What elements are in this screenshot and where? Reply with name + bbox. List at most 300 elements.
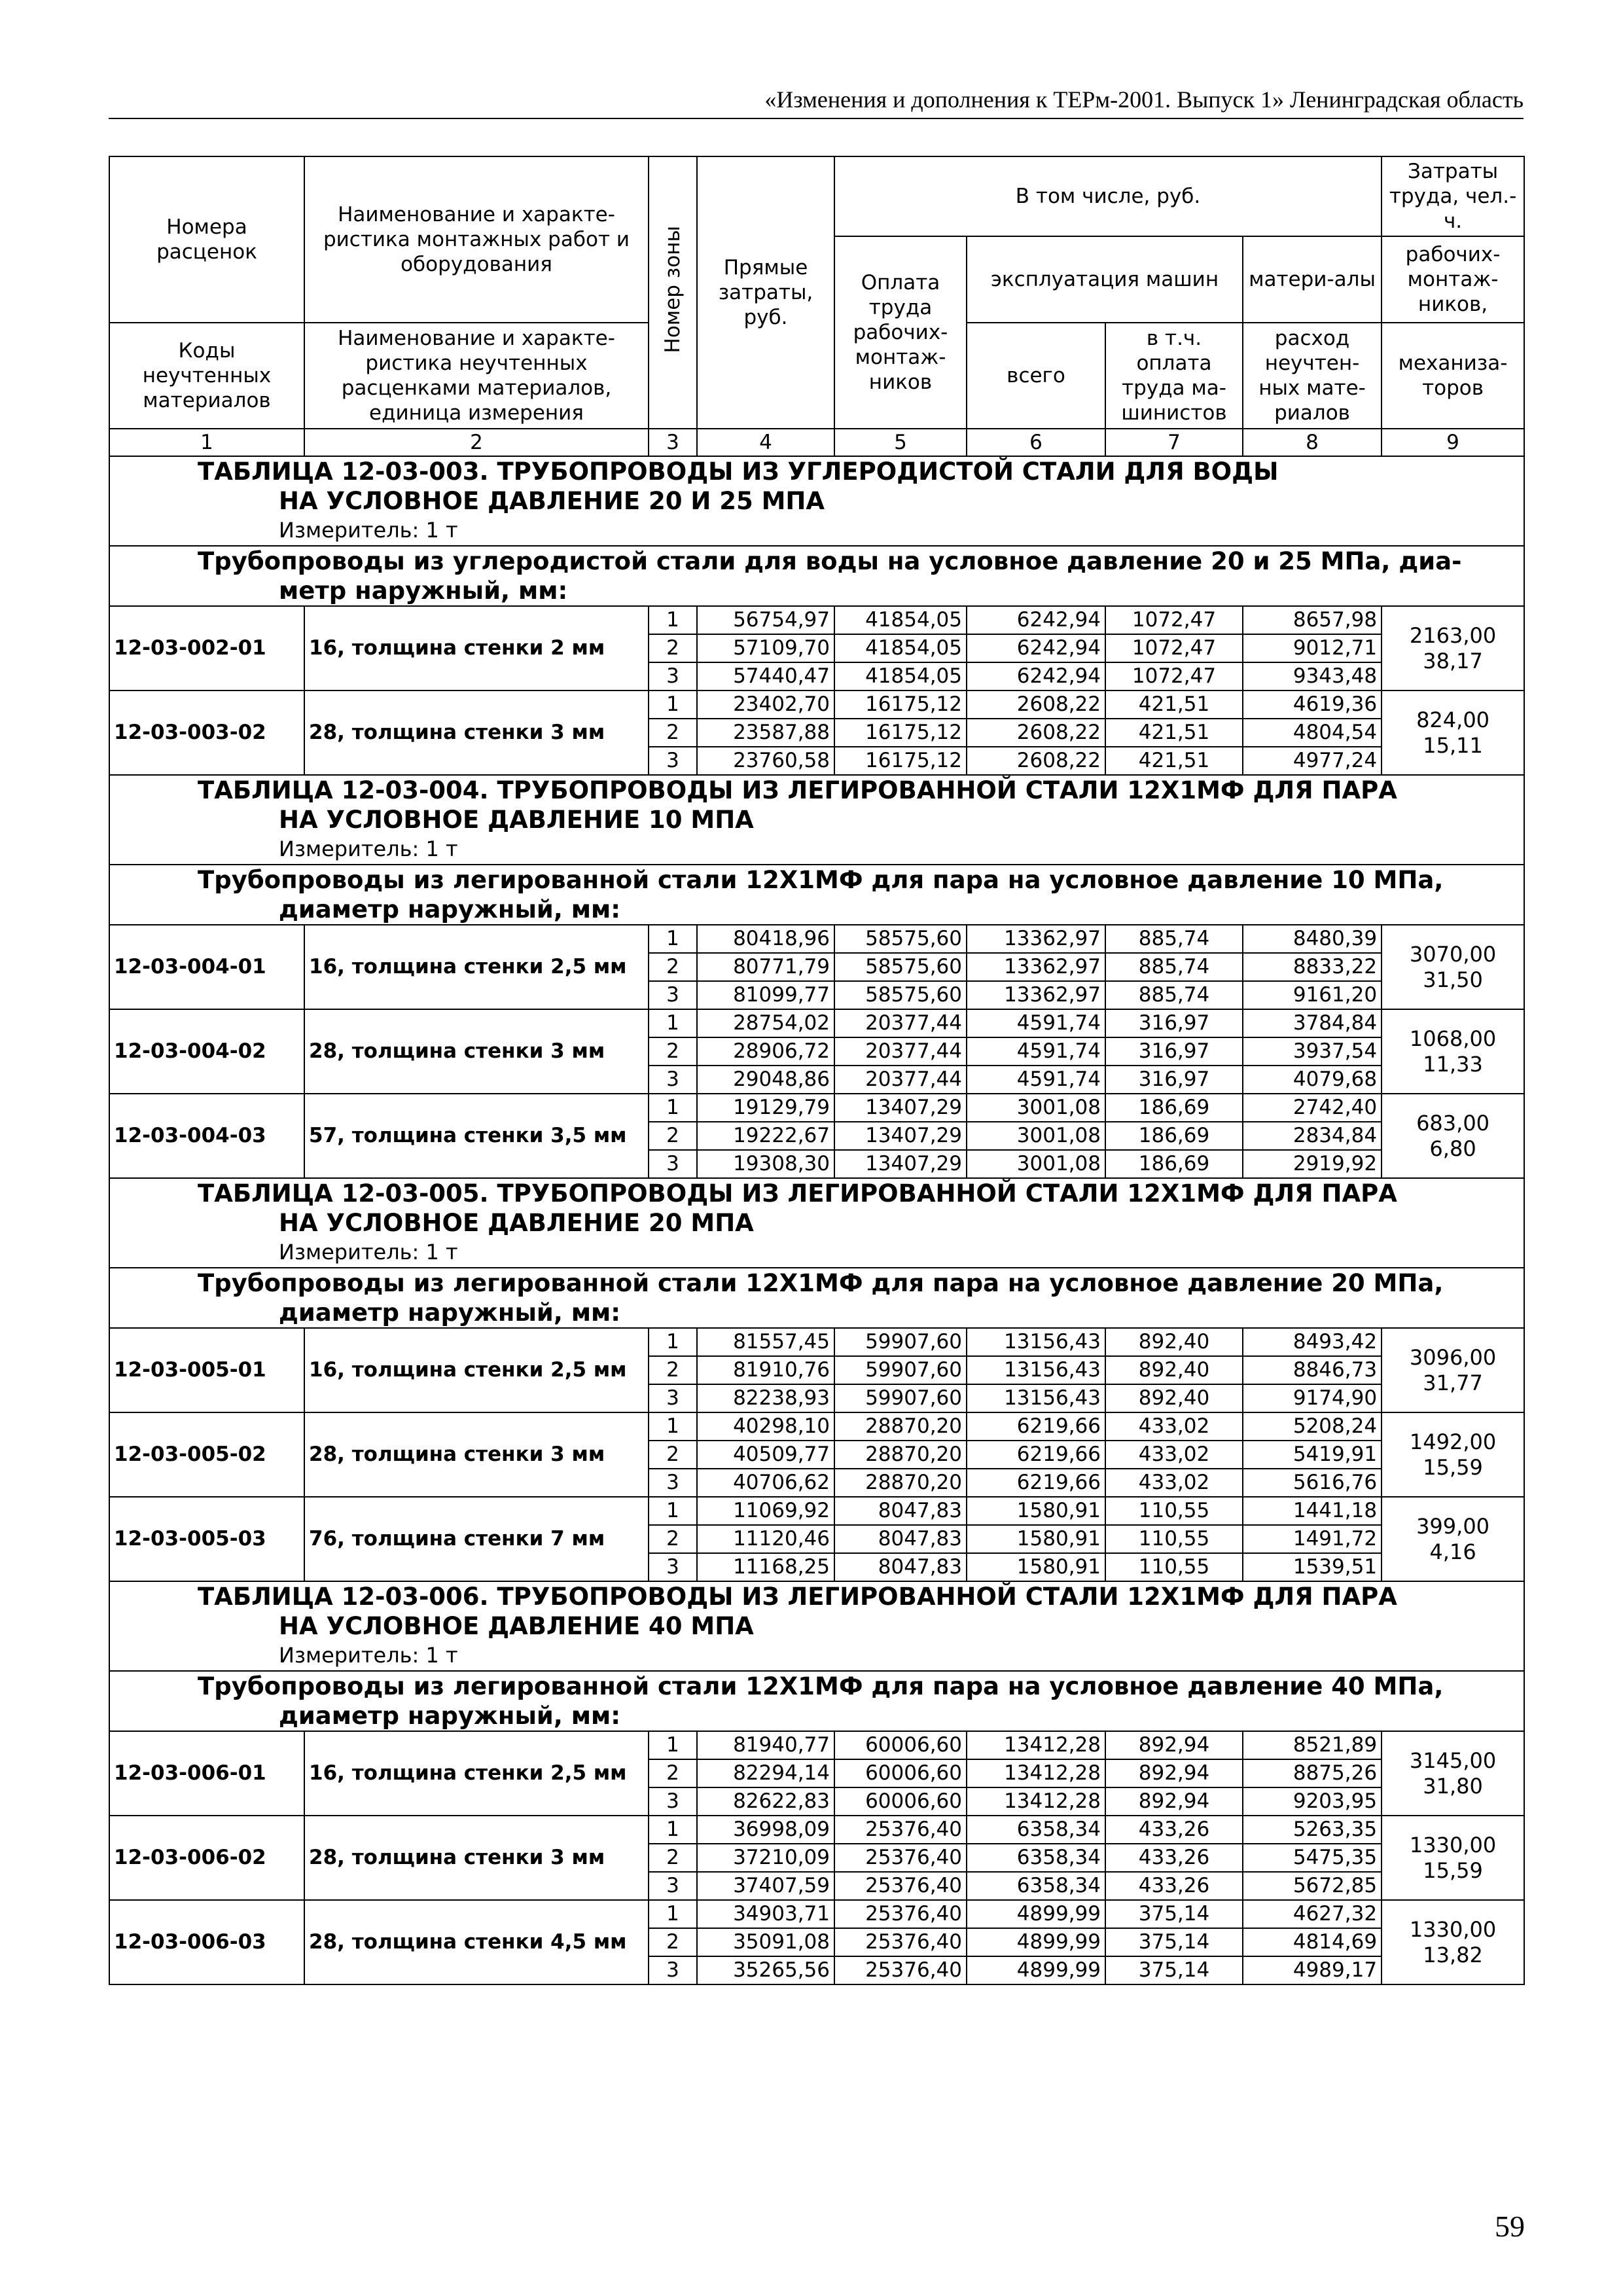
materials: 2919,92 [1243, 1150, 1382, 1178]
wages: 20377,44 [834, 1066, 967, 1094]
machines-total: 13362,97 [967, 925, 1105, 953]
section-title-row [109, 456, 1524, 546]
labor-workers: 2163,00 [1409, 622, 1497, 648]
machines-total: 13156,43 [967, 1356, 1105, 1384]
labor-machinists: 4,16 [1429, 1539, 1476, 1564]
wages: 13407,29 [834, 1122, 967, 1150]
machinist-wages: 892,94 [1105, 1731, 1243, 1759]
machines-total: 2608,22 [967, 691, 1105, 719]
labor-machinists: 38,17 [1423, 648, 1483, 673]
materials: 9343,48 [1243, 662, 1382, 691]
zone-number: 1 [649, 1328, 697, 1356]
rate-code: 12-03-002-01 [109, 606, 304, 691]
labor-machinists: 31,80 [1423, 1773, 1483, 1799]
direct-costs: 28754,02 [697, 1009, 834, 1037]
rate-code: 12-03-004-01 [109, 925, 304, 1009]
machines-total: 1580,91 [967, 1553, 1105, 1581]
section-title: ТАБЛИЦА 12-03-003. ТРУБОПРОВОДЫ ИЗ УГЛЕРОДИСТОЙ СТАЛИ ДЛЯ ВОДЫ [198, 457, 1279, 486]
machines-total: 13156,43 [967, 1328, 1105, 1356]
wages: 28870,20 [834, 1441, 967, 1469]
zone-number: 2 [649, 1441, 697, 1469]
header-wages: Оплата труда рабочих-монтаж-ников [834, 236, 967, 429]
section-measure: Измеритель: 1 т [279, 518, 458, 543]
materials: 4804,54 [1243, 719, 1382, 747]
materials: 2742,40 [1243, 1094, 1382, 1122]
wages: 25376,40 [834, 1844, 967, 1872]
wages: 58575,60 [834, 953, 967, 981]
header-machines-total: всего [967, 323, 1105, 429]
machines-total: 4899,99 [967, 1900, 1105, 1928]
labor-workers: 1330,00 [1409, 1916, 1497, 1942]
materials: 5208,24 [1243, 1412, 1382, 1441]
machinist-wages: 885,74 [1105, 981, 1243, 1009]
labor-machinists: 31,77 [1423, 1370, 1483, 1395]
rate-code: 12-03-005-01 [109, 1328, 304, 1412]
section-title-cell [109, 775, 1524, 865]
machinist-wages: 316,97 [1105, 1037, 1243, 1066]
machines-total: 6219,66 [967, 1412, 1105, 1441]
zone-number: 2 [649, 1122, 697, 1150]
wages: 41854,05 [834, 634, 967, 662]
work-name: 57, толщина стенки 3,5 мм [304, 1094, 649, 1178]
machinist-wages: 421,51 [1105, 719, 1243, 747]
section-measure: Измеритель: 1 т [279, 1240, 458, 1265]
machines-total: 2608,22 [967, 719, 1105, 747]
zone-number: 2 [649, 634, 697, 662]
wages: 41854,05 [834, 662, 967, 691]
machines-total: 13412,28 [967, 1731, 1105, 1759]
machines-total: 3001,08 [967, 1094, 1105, 1122]
direct-costs: 34903,71 [697, 1900, 834, 1928]
machines-total: 13156,43 [967, 1384, 1105, 1412]
wages: 58575,60 [834, 925, 967, 953]
rate-code: 12-03-005-03 [109, 1497, 304, 1581]
materials: 5616,76 [1243, 1469, 1382, 1497]
machinist-wages: 892,40 [1105, 1328, 1243, 1356]
table-body [109, 456, 1524, 1984]
section-subtitle-cell [109, 1268, 1524, 1328]
direct-costs: 36998,09 [697, 1816, 834, 1844]
materials: 1539,51 [1243, 1553, 1382, 1581]
zone-number: 2 [649, 1759, 697, 1787]
section-subtitle-row [109, 865, 1524, 925]
materials: 5263,35 [1243, 1816, 1382, 1844]
machines-total: 4899,99 [967, 1956, 1105, 1984]
materials: 2834,84 [1243, 1122, 1382, 1150]
zone-number: 3 [649, 1956, 697, 1984]
header-material-names: Наименование и характе-ристика неучтенных расценками материалов, единица измерения [304, 323, 649, 429]
labor-costs [1382, 1900, 1524, 1984]
wages: 20377,44 [834, 1009, 967, 1037]
column-number: 5 [834, 429, 967, 456]
rate-code: 12-03-006-03 [109, 1900, 304, 1984]
machines-total: 13362,97 [967, 981, 1105, 1009]
rate-code: 12-03-004-02 [109, 1009, 304, 1094]
labor-workers: 1330,00 [1409, 1832, 1497, 1857]
header-labor-machinists: механиза-торов [1382, 323, 1524, 429]
section-subtitle-cont: метр наружный, мм: [279, 577, 568, 605]
direct-costs: 40298,10 [697, 1412, 834, 1441]
materials: 8833,22 [1243, 953, 1382, 981]
direct-costs: 82294,14 [697, 1759, 834, 1787]
materials: 8493,42 [1243, 1328, 1382, 1356]
machines-total: 3001,08 [967, 1150, 1105, 1178]
zone-number: 1 [649, 925, 697, 953]
machinist-wages: 433,26 [1105, 1816, 1243, 1844]
wages: 16175,12 [834, 719, 967, 747]
section-subtitle-cont: диаметр наружный, мм: [279, 895, 621, 924]
machinist-wages: 375,14 [1105, 1928, 1243, 1956]
materials: 9161,20 [1243, 981, 1382, 1009]
header-machinist-wages: в т.ч. оплата труда ма-шинистов [1105, 323, 1243, 429]
materials: 8480,39 [1243, 925, 1382, 953]
zone-number: 1 [649, 1816, 697, 1844]
machinist-wages: 892,40 [1105, 1356, 1243, 1384]
labor-workers: 1068,00 [1409, 1026, 1497, 1051]
table-row [109, 1328, 1524, 1356]
zone-number: 1 [649, 1412, 697, 1441]
direct-costs: 29048,86 [697, 1066, 834, 1094]
direct-costs: 57440,47 [697, 662, 834, 691]
section-title: ТАБЛИЦА 12-03-005. ТРУБОПРОВОДЫ ИЗ ЛЕГИРОВАННОЙ СТАЛИ 12Х1МФ ДЛЯ ПАРА [198, 1179, 1397, 1208]
machinist-wages: 1072,47 [1105, 606, 1243, 634]
materials: 8846,73 [1243, 1356, 1382, 1384]
table-header [109, 156, 1524, 456]
section-title-cont: НА УСЛОВНОЕ ДАВЛЕНИЕ 10 МПА [279, 806, 754, 834]
work-name: 28, толщина стенки 3 мм [304, 1009, 649, 1094]
materials: 9203,95 [1243, 1787, 1382, 1816]
labor-costs [1382, 1412, 1524, 1497]
section-subtitle-row [109, 1268, 1524, 1328]
materials: 4619,36 [1243, 691, 1382, 719]
zone-number: 1 [649, 1497, 697, 1525]
machinist-wages: 892,40 [1105, 1384, 1243, 1412]
direct-costs: 23760,58 [697, 747, 834, 775]
wages: 60006,60 [834, 1787, 967, 1816]
materials: 3784,84 [1243, 1009, 1382, 1037]
zone-number: 1 [649, 1009, 697, 1037]
labor-machinists: 11,33 [1423, 1051, 1483, 1077]
section-subtitle-cell [109, 1671, 1524, 1731]
machines-total: 6219,66 [967, 1441, 1105, 1469]
labor-machinists: 31,50 [1423, 967, 1483, 992]
header-machines: эксплуатация машин [967, 236, 1243, 323]
wages: 13407,29 [834, 1150, 967, 1178]
direct-costs: 28906,72 [697, 1037, 834, 1066]
materials: 1441,18 [1243, 1497, 1382, 1525]
labor-costs [1382, 1328, 1524, 1412]
direct-costs: 23587,88 [697, 719, 834, 747]
wages: 25376,40 [834, 1928, 967, 1956]
section-title-cont: НА УСЛОВНОЕ ДАВЛЕНИЕ 40 МПА [279, 1612, 754, 1640]
column-number: 9 [1382, 429, 1524, 456]
zone-number: 2 [649, 1928, 697, 1956]
rate-code: 12-03-004-03 [109, 1094, 304, 1178]
direct-costs: 82238,93 [697, 1384, 834, 1412]
machinist-wages: 433,26 [1105, 1844, 1243, 1872]
wages: 41854,05 [834, 606, 967, 634]
zone-number: 3 [649, 747, 697, 775]
machines-total: 4591,74 [967, 1009, 1105, 1037]
zone-number: 3 [649, 662, 697, 691]
materials: 4627,32 [1243, 1900, 1382, 1928]
running-header: «Изменения и дополнения к ТЕРм-2001. Выпуск 1» Ленинградская область [109, 84, 1524, 119]
machinist-wages: 421,51 [1105, 747, 1243, 775]
materials: 8521,89 [1243, 1731, 1382, 1759]
header-zone [649, 156, 697, 429]
labor-workers: 3096,00 [1409, 1344, 1497, 1370]
direct-costs: 81910,76 [697, 1356, 834, 1384]
machines-total: 13412,28 [967, 1759, 1105, 1787]
header-materials: матери-алы [1243, 236, 1382, 323]
rate-code: 12-03-003-02 [109, 691, 304, 775]
materials: 5419,91 [1243, 1441, 1382, 1469]
column-number: 2 [304, 429, 649, 456]
wages: 20377,44 [834, 1037, 967, 1066]
column-number: 3 [649, 429, 697, 456]
section-subtitle-cell [109, 546, 1524, 606]
materials: 1491,72 [1243, 1525, 1382, 1553]
wages: 28870,20 [834, 1469, 967, 1497]
machines-total: 4591,74 [967, 1037, 1105, 1066]
section-subtitle: Трубопроводы из легированной стали 12Х1МФ для пара на условное давление 20 МПа, [198, 1269, 1444, 1297]
labor-workers: 399,00 [1416, 1513, 1490, 1539]
zone-number: 3 [649, 1872, 697, 1900]
direct-costs: 81099,77 [697, 981, 834, 1009]
labor-costs [1382, 1497, 1524, 1581]
wages: 8047,83 [834, 1553, 967, 1581]
machinist-wages: 885,74 [1105, 953, 1243, 981]
labor-machinists: 6,80 [1429, 1136, 1476, 1161]
table-row [109, 1900, 1524, 1928]
wages: 59907,60 [834, 1328, 967, 1356]
column-number: 1 [109, 429, 304, 456]
labor-costs [1382, 691, 1524, 775]
zone-number: 1 [649, 1094, 697, 1122]
labor-machinists: 15,59 [1423, 1857, 1483, 1883]
materials: 4814,69 [1243, 1928, 1382, 1956]
section-subtitle: Трубопроводы из легированной стали 12Х1МФ для пара на условное давление 10 МПа, [198, 866, 1444, 894]
zone-number: 1 [649, 1900, 697, 1928]
header-work-name: Наименование и характе-ристика монтажных работ и оборудования [304, 156, 649, 323]
machinist-wages: 316,97 [1105, 1009, 1243, 1037]
table-row [109, 606, 1524, 634]
zone-number: 2 [649, 1356, 697, 1384]
machinist-wages: 433,02 [1105, 1469, 1243, 1497]
direct-costs: 19222,67 [697, 1122, 834, 1150]
machinist-wages: 433,02 [1105, 1441, 1243, 1469]
machinist-wages: 110,55 [1105, 1525, 1243, 1553]
machinist-wages: 892,94 [1105, 1787, 1243, 1816]
wages: 13407,29 [834, 1094, 967, 1122]
materials: 8657,98 [1243, 606, 1382, 634]
materials: 9174,90 [1243, 1384, 1382, 1412]
table-row [109, 1731, 1524, 1759]
section-title-cell [109, 456, 1524, 546]
wages: 16175,12 [834, 747, 967, 775]
machinist-wages: 316,97 [1105, 1066, 1243, 1094]
wages: 25376,40 [834, 1872, 967, 1900]
section-subtitle-row [109, 546, 1524, 606]
direct-costs: 57109,70 [697, 634, 834, 662]
work-name: 28, толщина стенки 4,5 мм [304, 1900, 649, 1984]
section-subtitle: Трубопроводы из углеродистой стали для воды на условное давление 20 и 25 МПа, диа- [198, 547, 1462, 575]
zone-number: 3 [649, 1066, 697, 1094]
wages: 59907,60 [834, 1384, 967, 1412]
direct-costs: 19308,30 [697, 1150, 834, 1178]
labor-machinists: 15,59 [1423, 1454, 1483, 1480]
machinist-wages: 433,02 [1105, 1412, 1243, 1441]
section-subtitle-cell [109, 865, 1524, 925]
header-labor-costs: Затраты труда, чел.-ч. [1382, 156, 1524, 236]
section-title-cont: НА УСЛОВНОЕ ДАВЛЕНИЕ 20 МПА [279, 1209, 754, 1237]
direct-costs: 35091,08 [697, 1928, 834, 1956]
work-name: 76, толщина стенки 7 мм [304, 1497, 649, 1581]
work-name: 16, толщина стенки 2,5 мм [304, 1328, 649, 1412]
labor-workers: 3070,00 [1409, 941, 1497, 967]
wages: 28870,20 [834, 1412, 967, 1441]
materials: 4989,17 [1243, 1956, 1382, 1984]
direct-costs: 56754,97 [697, 606, 834, 634]
labor-costs [1382, 1009, 1524, 1094]
machinist-wages: 885,74 [1105, 925, 1243, 953]
section-subtitle-cont: диаметр наружный, мм: [279, 1299, 621, 1327]
machines-total: 6358,34 [967, 1872, 1105, 1900]
direct-costs: 81557,45 [697, 1328, 834, 1356]
direct-costs: 81940,77 [697, 1731, 834, 1759]
machinist-wages: 433,26 [1105, 1872, 1243, 1900]
section-title-row [109, 1581, 1524, 1671]
direct-costs: 11168,25 [697, 1553, 834, 1581]
materials: 5672,85 [1243, 1872, 1382, 1900]
machines-total: 3001,08 [967, 1122, 1105, 1150]
table-row [109, 1412, 1524, 1441]
zone-number: 2 [649, 953, 697, 981]
section-title-cont: НА УСЛОВНОЕ ДАВЛЕНИЕ 20 И 25 МПА [279, 487, 825, 515]
header-material-consumption: расход неучтен-ных мате-риалов [1243, 323, 1382, 429]
table-row [109, 1816, 1524, 1844]
machinist-wages: 892,94 [1105, 1759, 1243, 1787]
machines-total: 1580,91 [967, 1525, 1105, 1553]
work-name: 16, толщина стенки 2 мм [304, 606, 649, 691]
section-subtitle-cont: диаметр наружный, мм: [279, 1702, 621, 1730]
table-row [109, 1009, 1524, 1037]
column-number: 8 [1243, 429, 1382, 456]
price-table [109, 156, 1525, 1985]
direct-costs: 37407,59 [697, 1872, 834, 1900]
machinist-wages: 375,14 [1105, 1900, 1243, 1928]
machines-total: 2608,22 [967, 747, 1105, 775]
header-labor-workers: рабочих-монтаж-ников, [1382, 236, 1524, 323]
zone-number: 2 [649, 1844, 697, 1872]
rate-code: 12-03-006-02 [109, 1816, 304, 1900]
zone-number: 1 [649, 1731, 697, 1759]
wages: 25376,40 [834, 1816, 967, 1844]
machines-total: 13362,97 [967, 953, 1105, 981]
labor-costs [1382, 606, 1524, 691]
machinist-wages: 375,14 [1105, 1956, 1243, 1984]
zone-number: 1 [649, 691, 697, 719]
wages: 58575,60 [834, 981, 967, 1009]
direct-costs: 35265,56 [697, 1956, 834, 1984]
machinist-wages: 186,69 [1105, 1150, 1243, 1178]
wages: 8047,83 [834, 1525, 967, 1553]
zone-number: 3 [649, 1553, 697, 1581]
machines-total: 4591,74 [967, 1066, 1105, 1094]
wages: 59907,60 [834, 1356, 967, 1384]
materials: 3937,54 [1243, 1037, 1382, 1066]
table-row [109, 1497, 1524, 1525]
column-number: 7 [1105, 429, 1243, 456]
zone-number: 3 [649, 1384, 697, 1412]
wages: 60006,60 [834, 1731, 967, 1759]
zone-number: 2 [649, 719, 697, 747]
machines-total: 1580,91 [967, 1497, 1105, 1525]
labor-costs [1382, 1731, 1524, 1816]
section-title-row [109, 1178, 1524, 1268]
wages: 25376,40 [834, 1900, 967, 1928]
zone-number: 3 [649, 1787, 697, 1816]
direct-costs: 40509,77 [697, 1441, 834, 1469]
wages: 16175,12 [834, 691, 967, 719]
zone-number: 2 [649, 1525, 697, 1553]
materials: 4977,24 [1243, 747, 1382, 775]
machinist-wages: 1072,47 [1105, 662, 1243, 691]
rate-code: 12-03-005-02 [109, 1412, 304, 1497]
machines-total: 6219,66 [967, 1469, 1105, 1497]
labor-costs [1382, 1816, 1524, 1900]
machines-total: 6358,34 [967, 1844, 1105, 1872]
materials: 5475,35 [1243, 1844, 1382, 1872]
rate-code: 12-03-006-01 [109, 1731, 304, 1816]
machinist-wages: 186,69 [1105, 1094, 1243, 1122]
work-name: 28, толщина стенки 3 мм [304, 1816, 649, 1900]
work-name: 28, толщина стенки 3 мм [304, 691, 649, 775]
section-title-cell [109, 1581, 1524, 1671]
table-row [109, 925, 1524, 953]
direct-costs: 40706,62 [697, 1469, 834, 1497]
direct-costs: 80418,96 [697, 925, 834, 953]
header-rate-numbers: Номера расценок [109, 156, 304, 323]
section-title: ТАБЛИЦА 12-03-004. ТРУБОПРОВОДЫ ИЗ ЛЕГИРОВАННОЙ СТАЛИ 12Х1МФ ДЛЯ ПАРА [198, 776, 1397, 804]
header-direct-costs: Прямые затраты, руб. [697, 156, 834, 429]
zone-number: 3 [649, 981, 697, 1009]
materials: 4079,68 [1243, 1066, 1382, 1094]
zone-number: 1 [649, 606, 697, 634]
labor-machinists: 15,11 [1423, 732, 1483, 758]
section-title-row [109, 775, 1524, 865]
zone-number: 3 [649, 1150, 697, 1178]
zone-number: 3 [649, 1469, 697, 1497]
labor-costs [1382, 1094, 1524, 1178]
machines-total: 4899,99 [967, 1928, 1105, 1956]
machines-total: 6358,34 [967, 1816, 1105, 1844]
machinist-wages: 421,51 [1105, 691, 1243, 719]
section-measure: Измеритель: 1 т [279, 836, 458, 861]
machinist-wages: 186,69 [1105, 1122, 1243, 1150]
section-subtitle: Трубопроводы из легированной стали 12Х1МФ для пара на условное давление 40 МПа, [198, 1672, 1444, 1700]
machines-total: 6242,94 [967, 662, 1105, 691]
wages: 60006,60 [834, 1759, 967, 1787]
direct-costs: 80771,79 [697, 953, 834, 981]
work-name: 16, толщина стенки 2,5 мм [304, 1731, 649, 1816]
work-name: 16, толщина стенки 2,5 мм [304, 925, 649, 1009]
direct-costs: 19129,79 [697, 1094, 834, 1122]
zone-number: 2 [649, 1037, 697, 1066]
labor-workers: 683,00 [1416, 1110, 1490, 1136]
labor-workers: 824,00 [1416, 707, 1490, 732]
labor-costs [1382, 925, 1524, 1009]
